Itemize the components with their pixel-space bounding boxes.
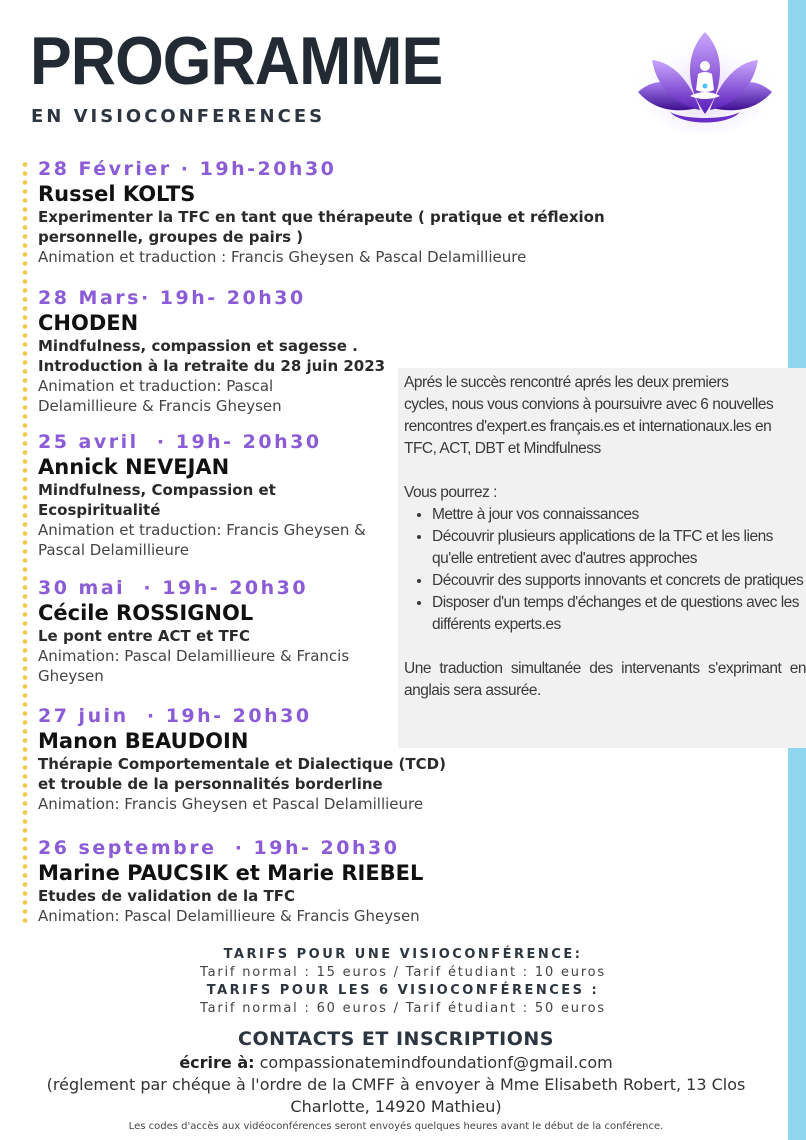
email-line <box>0 1052 792 1074</box>
session-1 <box>38 157 605 267</box>
session-date: 28 Février · 19h-20h30 <box>38 158 337 180</box>
intro-line: TFC, ACT, DBT et Mindfulness <box>404 440 601 457</box>
session-topic-line: Le pont entre ACT et TFC <box>38 627 251 645</box>
translation-note: Une traduction simultanée des intervenants s'exprimant en anglais sera assurée. <box>404 660 806 699</box>
intro-line: Aprés le succès rencontré aprés les deux premiers <box>404 374 729 391</box>
benefit-item: • Disposer d'un temps d'échanges et de questions avec les différents experts.es <box>432 592 806 636</box>
timeline-dotted-line <box>22 160 28 926</box>
contacts-section <box>0 1026 792 1134</box>
page-title: PROGRAMME <box>30 23 443 99</box>
page-subtitle: EN VISIOCONFERENCES <box>31 106 326 127</box>
pricing-section <box>0 946 806 1018</box>
speaker-name: Manon BEAUDOIN <box>38 729 249 753</box>
lotus-meditation-icon <box>632 22 778 134</box>
payment-line: (réglement par chéque à l'ordre de la CMFF à envoyer à Mme Elisabeth Robert, 13 Clos <box>46 1075 746 1094</box>
benefits-lead: Vous pourrez : <box>404 484 497 501</box>
session-2 <box>38 286 385 416</box>
contacts-heading: CONTACTS ET INSCRIPTIONS <box>238 1028 554 1050</box>
session-topic-line: Experimenter la TFC en tant que thérapeute ( pratique et réflexion <box>38 208 605 226</box>
session-date: 30 mai · 19h- 20h30 <box>38 577 309 599</box>
speaker-name: Russel KOLTS <box>38 182 196 206</box>
benefits-list <box>404 504 806 636</box>
speaker-name: CHODEN <box>38 311 139 335</box>
session-topic-line: Thérapie Comportementale et Dialectique (TCD) <box>38 755 446 773</box>
session-animation-line: Animation et traduction: Francis Gheysen & <box>38 521 366 539</box>
speaker-name: Cécile ROSSIGNOL <box>38 601 254 625</box>
session-animation-line: Pascal Delamillieure <box>38 541 189 559</box>
speaker-name: Annick NEVEJAN <box>38 455 230 479</box>
session-animation-line: Gheysen <box>38 667 104 685</box>
speaker-name: Marine PAUCSIK et Marie RIEBEL <box>38 861 424 885</box>
session-animation-line: Animation et traduction : Francis Gheysen & Pascal Delamillieure <box>38 248 527 266</box>
access-codes-footnote: Les codes d'accès aux vidéoconférences seront envoyés quelques heures avant le début de la conférence. <box>128 1121 664 1132</box>
session-animation-line: Animation: Pascal Delamillieure & Francis <box>38 647 350 665</box>
session-animation-line: Animation et traduction: Pascal <box>38 377 274 395</box>
session-6 <box>38 836 423 926</box>
session-date: 27 juin · 19h- 20h30 <box>38 705 312 727</box>
pricing-heading-bundle: TARIFS POUR LES 6 VISIOCONFÉRENCES : <box>206 983 600 998</box>
email-label: écrire à: <box>179 1053 255 1072</box>
intro-line: rencontres d'expert.es français.es et internationaux.les en <box>404 418 772 435</box>
session-4 <box>38 576 349 686</box>
session-topic-line: Etudes de validation de la TFC <box>38 887 295 905</box>
benefit-item: • Découvrir plusieurs applications de la TFC et les liens qu'elle entretient avec d'autres approches <box>432 526 806 570</box>
pricing-line-bundle: Tarif normal : 60 euros / Tarif étudiant : 50 euros <box>199 1001 607 1016</box>
session-topic-line: personnelle, groupes de pairs ) <box>38 228 304 246</box>
pricing-heading-single: TARIFS POUR UNE VISIOCONFÉRENCE: <box>223 947 583 962</box>
email-address[interactable]: compassionatemindfoundationf@gmail.com <box>254 1053 613 1072</box>
intro-line: cycles, nous vous convions à poursuivre avec 6 nouvelles <box>404 396 774 413</box>
session-topic-line: et trouble de la personnalités borderline <box>38 775 383 793</box>
session-date: 26 septembre · 19h- 20h30 <box>38 837 400 859</box>
session-animation-line: Delamillieure & Francis Gheysen <box>38 397 282 415</box>
session-animation-line: Animation: Pascal Delamillieure & Francis Gheysen <box>38 907 420 925</box>
benefit-item: • Découvrir des supports innovants et concrets de pratiques <box>432 570 806 592</box>
session-animation-line: Animation: Francis Gheysen et Pascal Delamillieure <box>38 795 424 813</box>
session-topic-line: Introduction à la retraite du 28 juin 2023 <box>38 357 386 375</box>
pricing-line-single: Tarif normal : 15 euros / Tarif étudiant : 10 euros <box>199 965 607 980</box>
session-date: 25 avril · 19h- 20h30 <box>38 431 322 453</box>
session-date: 28 Mars· 19h- 20h30 <box>38 287 306 309</box>
session-topic-line: Mindfulness, Compassion et <box>38 481 276 499</box>
session-topic-line: Ecospiritualité <box>38 501 161 519</box>
benefit-item: • Mettre à jour vos connaissances <box>432 504 806 526</box>
session-5 <box>38 704 446 814</box>
session-topic-line: Mindfulness, compassion et sagesse . <box>38 337 358 355</box>
session-3 <box>38 430 366 560</box>
program-info-box <box>398 368 806 748</box>
payment-line: Charlotte, 14920 Mathieu) <box>290 1097 502 1116</box>
